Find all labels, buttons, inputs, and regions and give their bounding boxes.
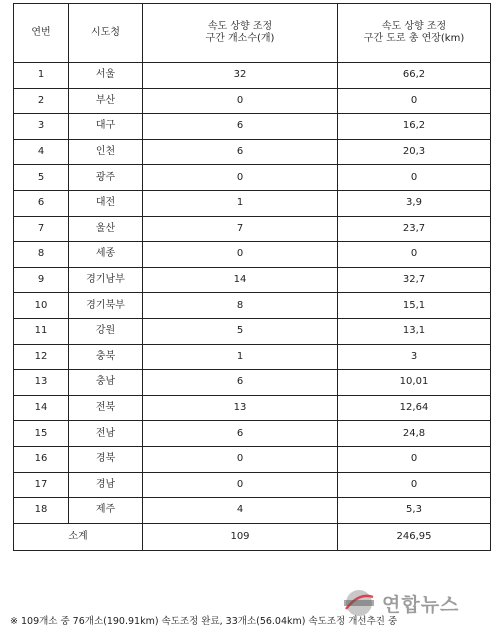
total-sections: 109 <box>143 523 338 550</box>
cell-no: 5 <box>14 165 69 191</box>
cell-region: 경기남부 <box>69 267 143 293</box>
cell-sections: 0 <box>143 88 338 114</box>
cell-region: 전북 <box>69 395 143 421</box>
cell-length: 0 <box>338 446 491 472</box>
cell-length: 32,7 <box>338 267 491 293</box>
cell-no: 18 <box>14 498 69 524</box>
table-row <box>14 446 491 472</box>
cell-no: 10 <box>14 293 69 319</box>
cell-sections: 1 <box>143 344 338 370</box>
table-row <box>14 318 491 344</box>
table-row <box>14 114 491 140</box>
header-sections-line2: 구간 개소수(개) <box>205 33 275 44</box>
cell-length: 0 <box>338 242 491 268</box>
cell-sections: 4 <box>143 498 338 524</box>
cell-no: 7 <box>14 216 69 242</box>
header-region: 시도청 <box>69 4 143 63</box>
cell-region: 경북 <box>69 446 143 472</box>
cell-region: 서울 <box>69 63 143 89</box>
total-row <box>14 523 491 550</box>
cell-length: 3,9 <box>338 190 491 216</box>
cell-sections: 0 <box>143 165 338 191</box>
table-row <box>14 267 491 293</box>
header-sections-line1: 속도 상향 조정 <box>207 21 273 32</box>
table-total <box>14 523 491 550</box>
cell-sections: 8 <box>143 293 338 319</box>
cell-sections: 6 <box>143 114 338 140</box>
table-row <box>14 165 491 191</box>
cell-region: 경기북부 <box>69 293 143 319</box>
cell-no: 14 <box>14 395 69 421</box>
cell-no: 2 <box>14 88 69 114</box>
cell-no: 6 <box>14 190 69 216</box>
total-length: 246,95 <box>338 523 491 550</box>
cell-no: 8 <box>14 242 69 268</box>
cell-sections: 6 <box>143 421 338 447</box>
cell-sections: 0 <box>143 446 338 472</box>
table-header <box>14 4 491 63</box>
table-row <box>14 63 491 89</box>
header-length-line1: 속도 상향 조정 <box>381 21 447 32</box>
cell-no: 12 <box>14 344 69 370</box>
cell-region: 대구 <box>69 114 143 140</box>
cell-length: 10,01 <box>338 370 491 396</box>
header-length <box>338 4 491 63</box>
cell-length: 20,3 <box>338 139 491 165</box>
cell-region: 경남 <box>69 472 143 498</box>
cell-no: 4 <box>14 139 69 165</box>
cell-sections: 32 <box>143 63 338 89</box>
header-sections <box>143 4 338 63</box>
table-row <box>14 395 491 421</box>
cell-no: 9 <box>14 267 69 293</box>
cell-region: 부산 <box>69 88 143 114</box>
table-row <box>14 293 491 319</box>
cell-sections: 6 <box>143 139 338 165</box>
cell-sections: 0 <box>143 242 338 268</box>
cell-region: 인천 <box>69 139 143 165</box>
cell-sections: 1 <box>143 190 338 216</box>
cell-sections: 7 <box>143 216 338 242</box>
table-row <box>14 88 491 114</box>
cell-sections: 0 <box>143 472 338 498</box>
cell-length: 0 <box>338 165 491 191</box>
table-row <box>14 498 491 524</box>
table-row <box>14 139 491 165</box>
cell-no: 1 <box>14 63 69 89</box>
cell-region: 대전 <box>69 190 143 216</box>
table-body <box>14 63 491 524</box>
cell-region: 제주 <box>69 498 143 524</box>
watermark <box>340 588 490 618</box>
total-label: 소계 <box>14 523 143 550</box>
cell-sections: 13 <box>143 395 338 421</box>
cell-no: 11 <box>14 318 69 344</box>
cell-region: 충남 <box>69 370 143 396</box>
cell-length: 66,2 <box>338 63 491 89</box>
header-length-line2: 구간 도로 총 연장(km) <box>363 33 465 44</box>
cell-length: 5,3 <box>338 498 491 524</box>
cell-no: 15 <box>14 421 69 447</box>
cell-region: 전남 <box>69 421 143 447</box>
table-row <box>14 216 491 242</box>
cell-no: 16 <box>14 446 69 472</box>
cell-region: 세종 <box>69 242 143 268</box>
cell-length: 15,1 <box>338 293 491 319</box>
table-row <box>14 344 491 370</box>
cell-region: 광주 <box>69 165 143 191</box>
cell-sections: 5 <box>143 318 338 344</box>
watermark-text: 연합뉴스 <box>382 593 460 616</box>
cell-length: 16,2 <box>338 114 491 140</box>
cell-length: 0 <box>338 88 491 114</box>
cell-region: 울산 <box>69 216 143 242</box>
cell-length: 12,64 <box>338 395 491 421</box>
table-row <box>14 242 491 268</box>
cell-no: 13 <box>14 370 69 396</box>
cell-length: 23,7 <box>338 216 491 242</box>
cell-sections: 14 <box>143 267 338 293</box>
cell-length: 13,1 <box>338 318 491 344</box>
cell-region: 충북 <box>69 344 143 370</box>
table-row <box>14 190 491 216</box>
cell-no: 17 <box>14 472 69 498</box>
speed-adjustment-table <box>13 3 491 551</box>
cell-region: 강원 <box>69 318 143 344</box>
table-row <box>14 421 491 447</box>
cell-length: 24,8 <box>338 421 491 447</box>
table-row <box>14 370 491 396</box>
footnote: ※ 109개소 중 76개소(190.91km) 속도조정 완료, 33개소(56.04km) 속도조정 개선추진 중 <box>10 616 398 627</box>
cell-length: 3 <box>338 344 491 370</box>
header-no: 연번 <box>14 4 69 63</box>
cell-sections: 6 <box>143 370 338 396</box>
cell-no: 3 <box>14 114 69 140</box>
table-row <box>14 472 491 498</box>
yonhap-logo-icon <box>340 588 380 618</box>
cell-length: 0 <box>338 472 491 498</box>
